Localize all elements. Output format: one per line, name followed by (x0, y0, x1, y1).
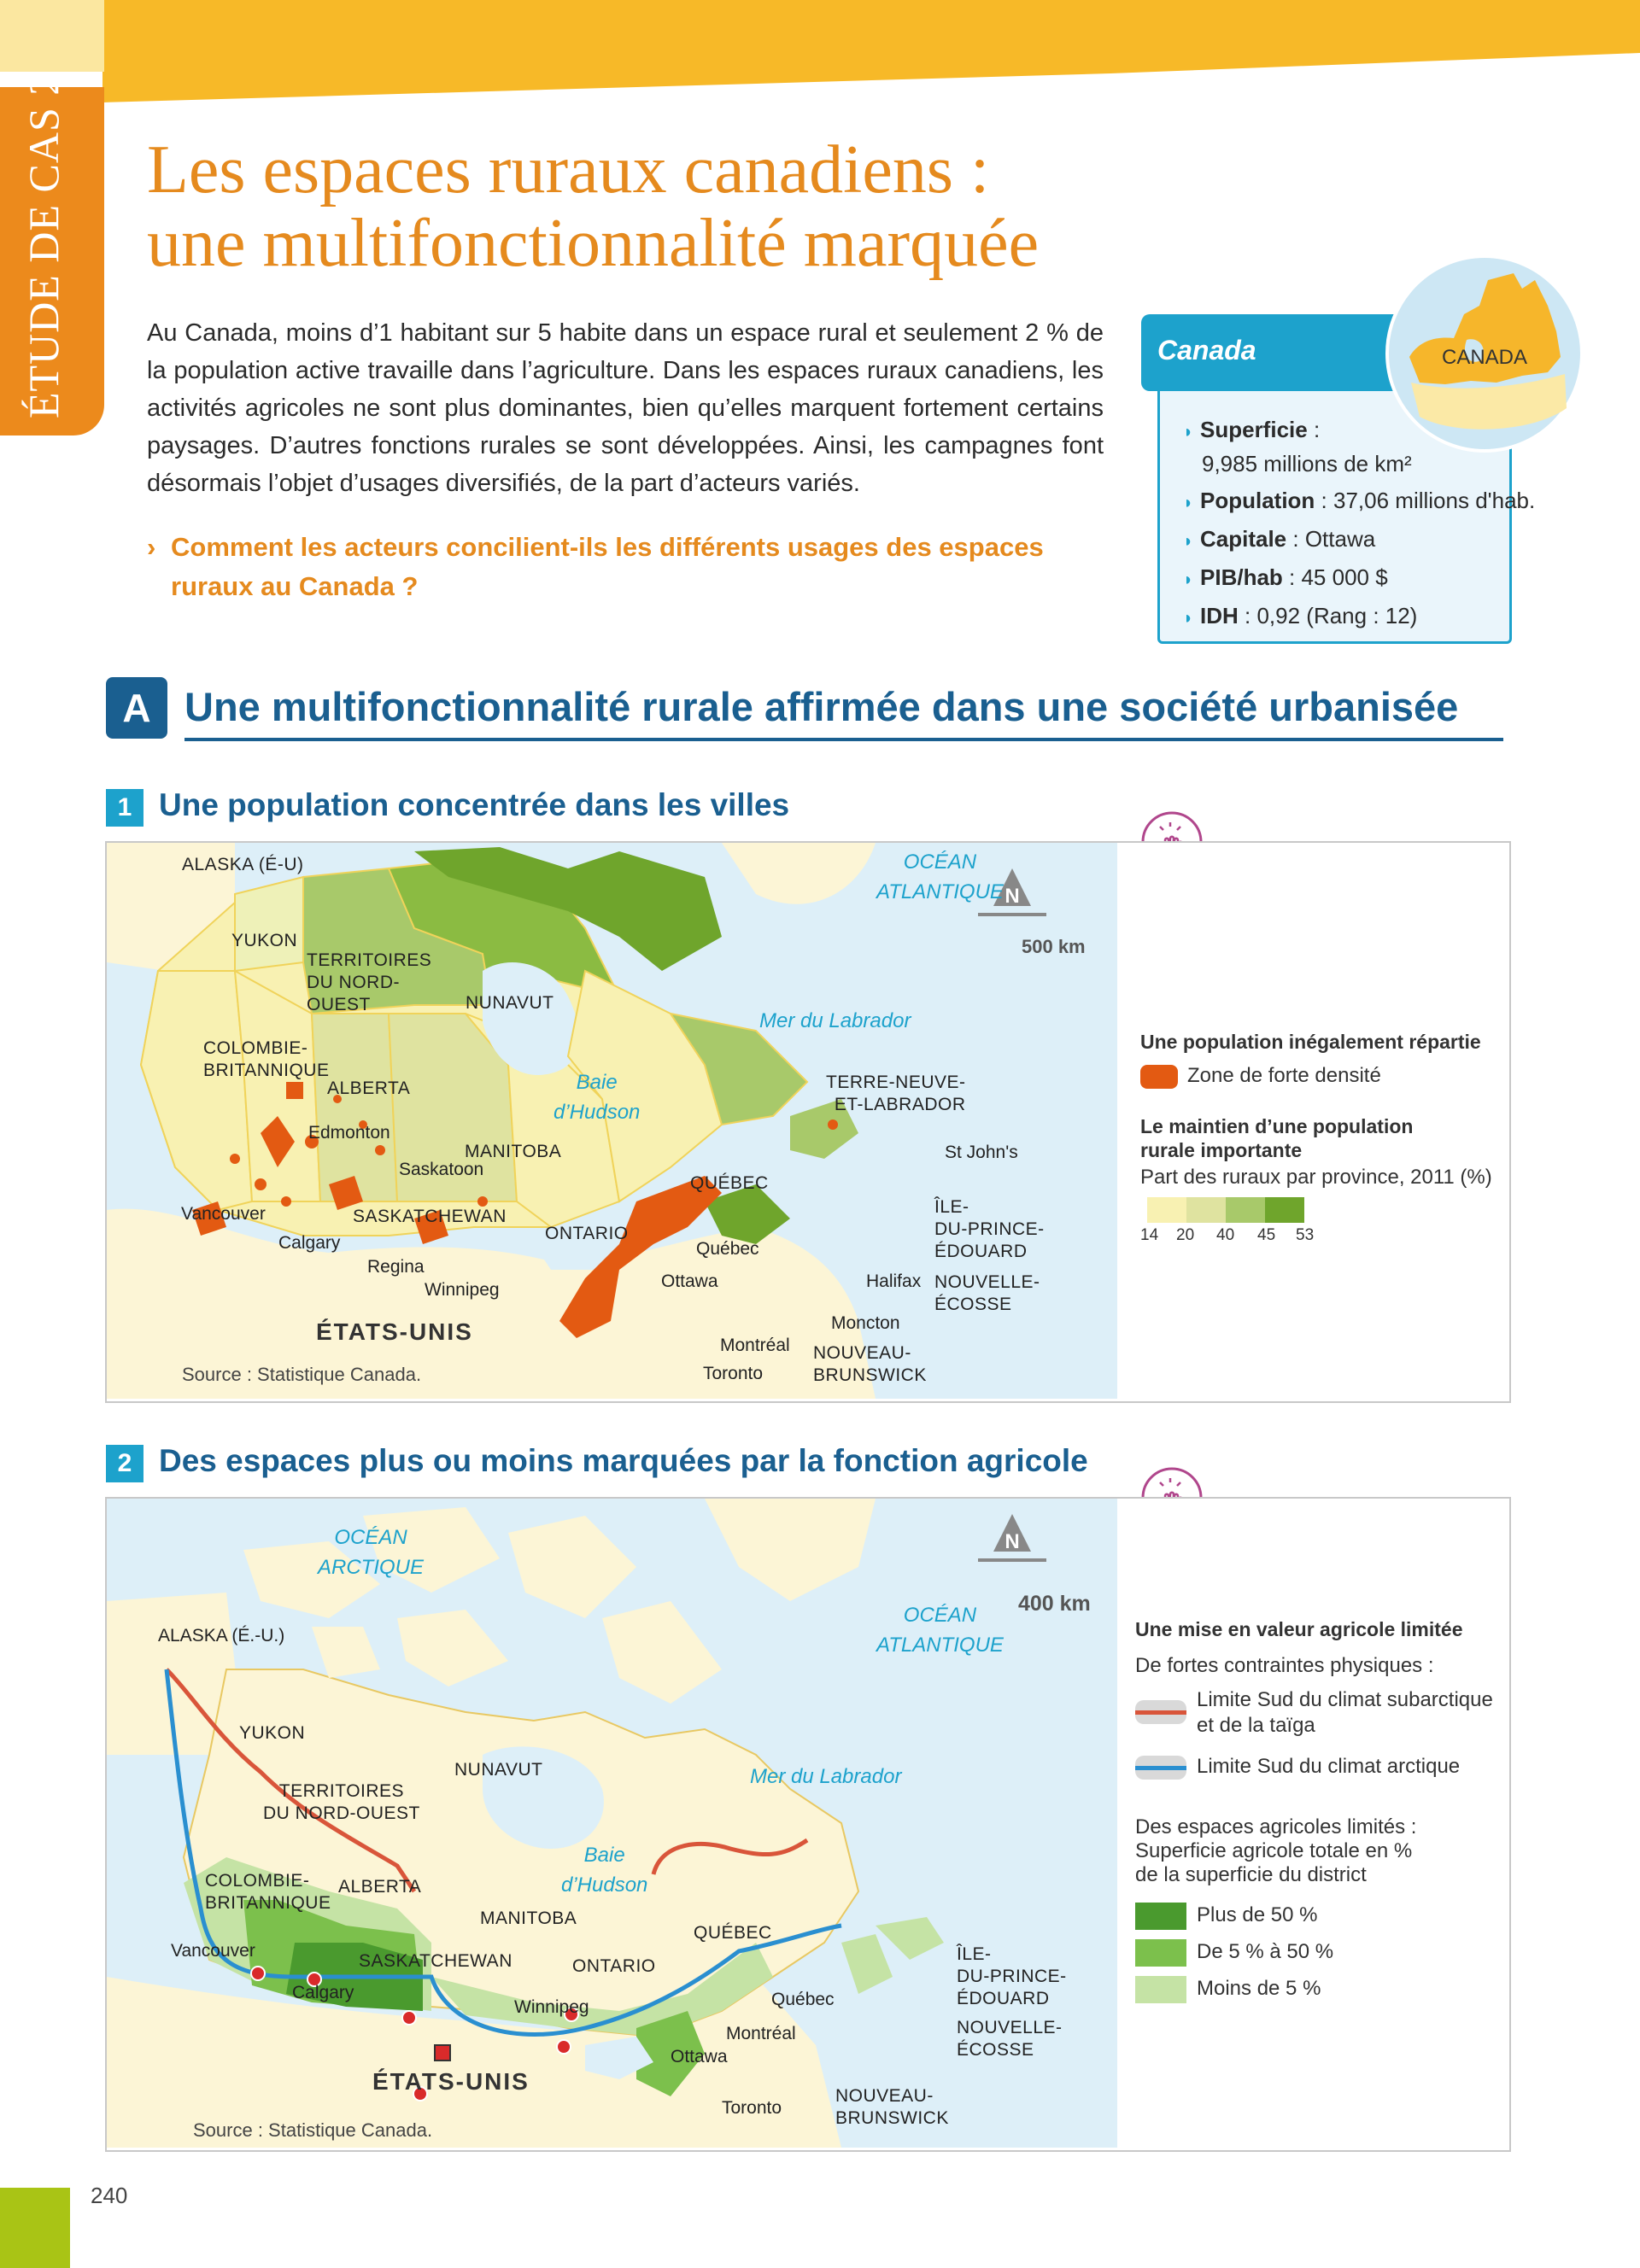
title-line-2: une multifonctionnalité marquée (147, 206, 1040, 281)
label-winnipeg: Winnipeg (514, 1997, 589, 2017)
case-study-label: ÉTUDE DE CAS 2 (20, 73, 67, 418)
label-quebec-city: Québec (696, 1239, 759, 1259)
label-saskatoon: Saskatoon (399, 1160, 484, 1179)
label-toronto: Toronto (722, 2098, 782, 2118)
label-yukon: YUKON (239, 1723, 306, 1743)
legend-dense-label: Zone de forte densité (1187, 1064, 1381, 1087)
label-toronto: Toronto (703, 1364, 764, 1383)
scale-step (1226, 1197, 1265, 1223)
fact-population: ◗ Population : 37,06 millions d'hab. (1183, 482, 1508, 521)
tick: 20 (1176, 1226, 1195, 1244)
doc1-source: Source : Statistique Canada. (182, 1364, 422, 1385)
section-title: Une multifonctionnalité rurale affirmée dans une société urbanisée (184, 684, 1459, 729)
doc1-number: 1 (106, 789, 144, 827)
bullet-icon: ◗ (1183, 570, 1194, 589)
label-tno: TERRITOIRES DU NORD-OUEST (263, 1781, 420, 1823)
doc1-legend-title: Une population inégalement répartie (1140, 1031, 1481, 1053)
page-corner-tab (0, 2188, 70, 2268)
question-line-2: ruraux au Canada ? (171, 571, 419, 601)
doc2-source: Source : Statistique Canada. (193, 2119, 433, 2141)
legend-less5-label: Moins de 5 % (1197, 1977, 1321, 2000)
label-usa: ÉTATS-UNIS (316, 1318, 473, 1345)
label-alaska: ALASKA (É.-U.) (158, 1626, 285, 1645)
chevron-right-icon: › (147, 532, 156, 562)
label-alberta: ALBERTA (327, 1078, 411, 1098)
tick: 45 (1257, 1226, 1276, 1244)
label-moncton: Moncton (831, 1313, 900, 1333)
label-manitoba: MANITOBA (465, 1142, 562, 1161)
label-alberta: ALBERTA (338, 1877, 422, 1897)
label-nunavut: NUNAVUT (466, 993, 554, 1013)
legend-more50-label: Plus de 50 % (1197, 1903, 1318, 1926)
question-line-1: Comment les acteurs concilient-ils les différents usages des espaces (171, 532, 1044, 562)
label-tno: TERRITOIRES DU NORD- OUEST (307, 950, 432, 1014)
label-ipe: ÎLE- DU-PRINCE- ÉDOUARD (957, 1944, 1067, 2008)
label-saskatchewan: SASKATCHEWAN (353, 1207, 507, 1226)
label-ipe: ÎLE- DU-PRINCE- ÉDOUARD (934, 1197, 1045, 1261)
label-regina: Regina (367, 1257, 425, 1277)
label-edmonton: Edmonton (308, 1123, 390, 1143)
fact-idh: ◗ IDH : 0,92 (Rang : 12) (1183, 598, 1508, 636)
scale-step (1147, 1197, 1186, 1223)
legend-dense-swatch (1140, 1065, 1178, 1089)
bullet-icon: ◗ (1183, 532, 1194, 551)
legend-mid-label: De 5 % à 50 % (1197, 1940, 1334, 1963)
legend-subarctic-swatch (1135, 1700, 1186, 1724)
doc1-scale: 500 km (1022, 936, 1086, 957)
label-winnipeg: Winnipeg (425, 1280, 500, 1300)
bullet-icon: ◗ (1183, 423, 1194, 441)
doc1-legend-subtitle: Part des ruraux par province, 2011 (%) (1140, 1166, 1492, 1189)
label-calgary: Calgary (278, 1233, 341, 1253)
label-saskatchewan: SASKATCHEWAN (359, 1951, 512, 1971)
label-ottawa: Ottawa (671, 2047, 728, 2066)
label-nb: NOUVEAU- BRUNSWICK (835, 2086, 949, 2128)
bullet-icon: ◗ (1183, 609, 1194, 628)
legend-less5-swatch (1135, 1976, 1186, 2003)
doc1-legend-title-2: Le maintien d’une population rurale importante (1140, 1115, 1414, 1161)
label-labrador-sea: Mer du Labrador (759, 1009, 911, 1032)
north-letter: N (1004, 1530, 1020, 1553)
problem-question (147, 528, 1104, 606)
legend-limited-title: Des espaces agricoles limités : Superficie agricole totale en % de la superficie du district (1135, 1815, 1417, 1886)
doc2-legend-constraints: De fortes contraintes physiques : (1135, 1654, 1434, 1677)
label-manitoba: MANITOBA (480, 1909, 577, 1928)
label-vancouver: Vancouver (181, 1204, 266, 1224)
label-quebec-prov: QUÉBEC (694, 1923, 772, 1943)
page-title (147, 133, 1039, 280)
bullet-icon: ◗ (1183, 494, 1194, 512)
header-band (0, 0, 1640, 102)
label-cb: COLOMBIE- BRITANNIQUE (205, 1871, 331, 1913)
label-labrador-sea: Mer du Labrador (750, 1765, 902, 1788)
tick: 53 (1296, 1226, 1315, 1244)
label-stjohns: St John's (945, 1143, 1018, 1162)
facts-list (1183, 412, 1536, 636)
legend-rural-scale (1147, 1197, 1304, 1223)
section-letter: A (106, 677, 167, 739)
legend-rural-ticks (1140, 1226, 1320, 1245)
label-quebec-city: Québec (771, 1990, 835, 2009)
label-ocean-atlantic: OCÉAN ATLANTIQUE (876, 850, 1004, 903)
label-nb: NOUVEAU- BRUNSWICK (813, 1343, 927, 1385)
scale-step (1186, 1197, 1226, 1223)
label-nunavut: NUNAVUT (454, 1760, 543, 1780)
doc1-title: Une population concentrée dans les villes (159, 787, 790, 822)
north-letter: N (1004, 885, 1020, 908)
label-ne: NOUVELLE- ÉCOSSE (934, 1272, 1040, 1314)
fact-pib: ◗ PIB/hab : 45 000 $ (1183, 559, 1508, 598)
label-vancouver: Vancouver (171, 1941, 255, 1961)
label-alaska: ALASKA (É-U) (182, 855, 304, 874)
label-montreal: Montréal (720, 1336, 790, 1355)
label-hudson-bay: Baie d’Hudson (554, 1071, 641, 1124)
tick: 14 (1140, 1226, 1159, 1244)
label-usa: ÉTATS-UNIS (372, 2068, 530, 2095)
globe-label: CANADA (1441, 346, 1528, 369)
label-cb: COLOMBIE- BRITANNIQUE (203, 1038, 330, 1080)
doc2-number: 2 (106, 1445, 144, 1482)
label-tnl: TERRE-NEUVE- ET-LABRADOR (826, 1073, 966, 1114)
label-hudson-bay: Baie d’Hudson (561, 1844, 648, 1897)
legend-more50-swatch (1135, 1903, 1186, 1930)
label-ocean-atlantic: OCÉAN ATLANTIQUE (876, 1604, 1004, 1657)
scale-step (1265, 1197, 1304, 1223)
label-quebec-prov: QUÉBEC (690, 1173, 769, 1193)
doc2-scale: 400 km (1018, 1592, 1091, 1616)
legend-subarctic-label: Limite Sud du climat subarctique et de la taïga (1197, 1688, 1493, 1737)
page-number: 240 (91, 2183, 128, 2208)
legend-arctic-swatch (1135, 1756, 1186, 1780)
label-ne: NOUVELLE- ÉCOSSE (957, 2018, 1063, 2060)
fact-superficie: ◗ Superficie : (1183, 412, 1508, 450)
legend-mid-swatch (1135, 1939, 1186, 1967)
section-underline (184, 738, 1503, 741)
label-ottawa: Ottawa (661, 1271, 718, 1291)
title-line-1: Les espaces ruraux canadiens : (147, 132, 990, 208)
label-halifax: Halifax (866, 1271, 922, 1291)
label-ontario: ONTARIO (572, 1956, 656, 1976)
fact-capitale: ◗ Capitale : Ottawa (1183, 521, 1508, 559)
fact-superficie-value: 9,985 millions de km² (1202, 451, 1412, 476)
label-ocean-arctic: OCÉAN ARCTIQUE (318, 1526, 425, 1579)
factsheet-title: Canada (1157, 335, 1256, 365)
label-montreal: Montréal (726, 2024, 796, 2043)
doc2-title: Des espaces plus ou moins marquées par la fonction agricole (159, 1443, 1088, 1478)
label-yukon: YUKON (231, 931, 298, 950)
label-calgary: Calgary (292, 1983, 354, 2002)
legend-arctic-label: Limite Sud du climat arctique (1197, 1755, 1461, 1778)
label-ontario: ONTARIO (545, 1224, 629, 1243)
intro-paragraph: Au Canada, moins d’1 habitant sur 5 habite dans un espace rural et seulement 2 % de la population active travaille dans l’agriculture. Dans les espaces ruraux canadiens, les activités agricoles ne sont plus dominantes, bien qu’elles marquent fortement certains paysages. D’autres fonctions rurales se sont développées. Ainsi, les campagnes font désormais l’objet d’usages diversifiés, de la part d’acteurs variés. (147, 319, 1104, 497)
tick: 40 (1216, 1226, 1235, 1244)
doc2-legend-title: Une mise en valeur agricole limitée (1135, 1618, 1463, 1640)
